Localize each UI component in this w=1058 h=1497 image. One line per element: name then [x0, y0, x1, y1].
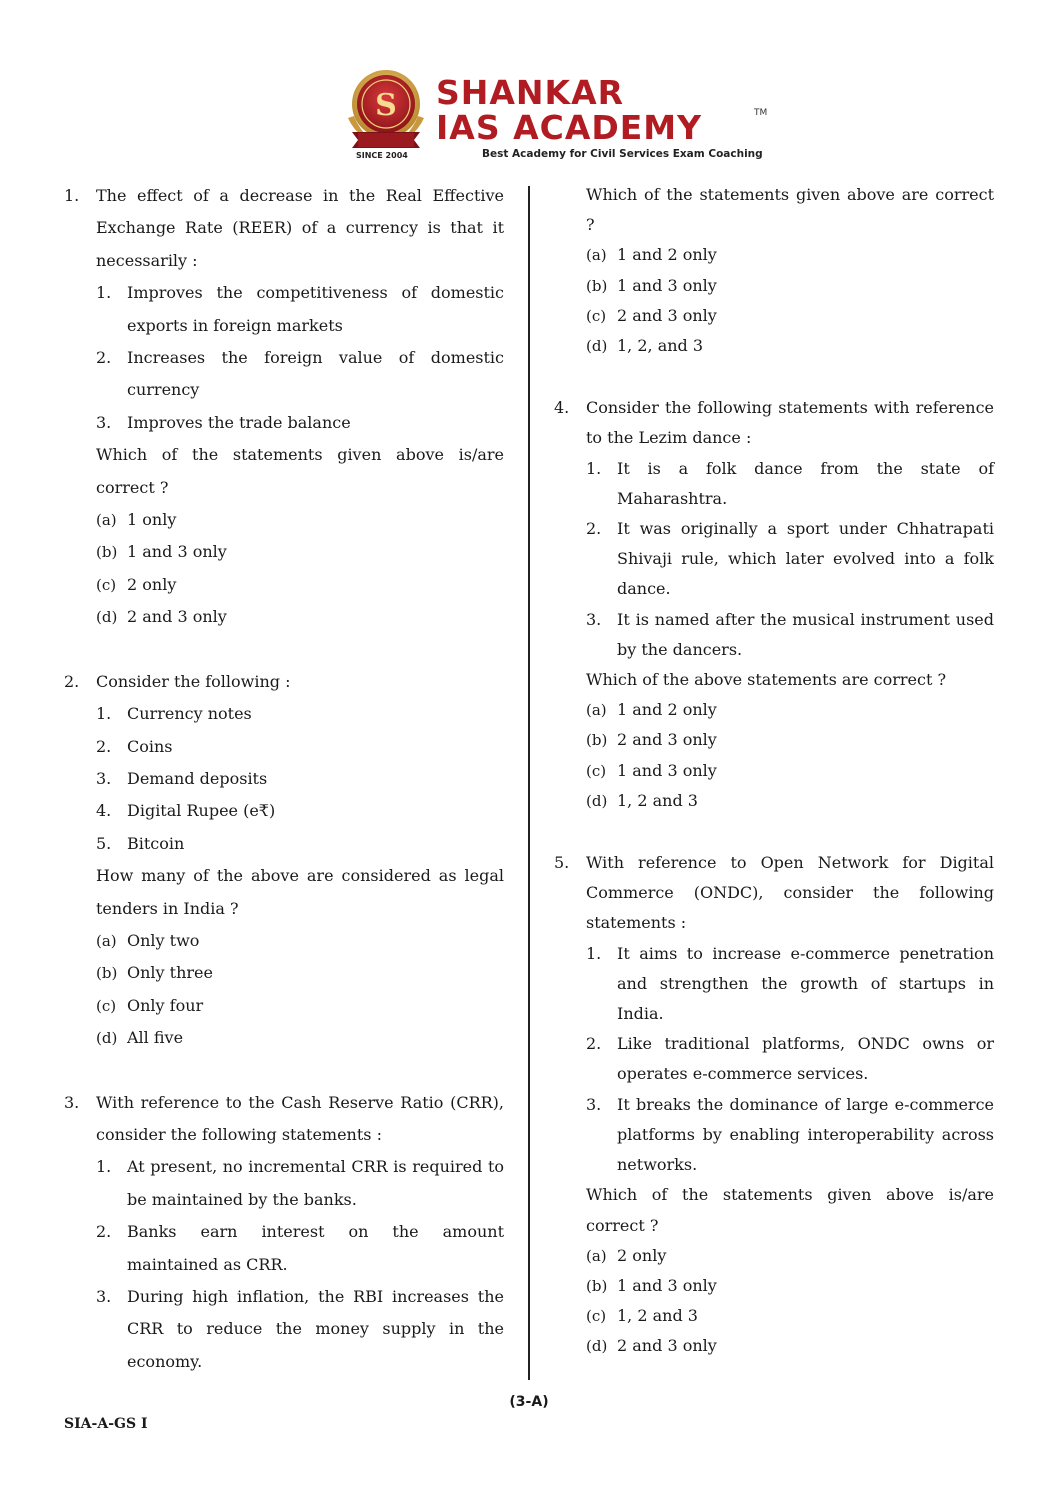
- option-text: 1 and 2 only: [617, 245, 717, 265]
- option[interactable]: [586, 756, 994, 786]
- statement-text: It is a folk dance from the state of Maharashtra.: [617, 458, 994, 508]
- option-letter: (a): [586, 701, 607, 720]
- question-lead: Which of the statements given above is/are correct ?: [96, 445, 504, 497]
- option-letter: (d): [96, 1029, 118, 1048]
- question-text: The effect of a decrease in the Real Effective Exchange Rate (REER) of a currency is that it necessarily :: [96, 186, 504, 270]
- option-letter: (b): [96, 964, 118, 983]
- statement-text: Improves the trade balance: [127, 412, 351, 432]
- option[interactable]: [96, 990, 504, 1022]
- statement-number: 2.: [96, 736, 112, 756]
- option-text: 1 and 3 only: [617, 275, 717, 295]
- option-text: 1 only: [127, 510, 177, 530]
- option[interactable]: [96, 957, 504, 989]
- statement-number: 1.: [96, 1157, 112, 1177]
- statement-number: 1.: [586, 458, 602, 478]
- statement-text: It breaks the dominance of large e-commerce platforms by enabling interoperability across networks.: [617, 1094, 994, 1175]
- option[interactable]: [96, 1022, 504, 1054]
- option[interactable]: [586, 301, 994, 331]
- statement-number: 3.: [586, 1094, 602, 1114]
- trademark-mark: TM: [754, 108, 768, 118]
- option-letter: (a): [586, 246, 607, 265]
- question-3: [64, 1087, 504, 1379]
- question-lead: How many of the above are considered as legal tenders in India ?: [96, 866, 504, 918]
- statement-number: 4.: [96, 801, 112, 821]
- option[interactable]: [586, 725, 994, 755]
- option-text: 1, 2, and 3: [617, 336, 704, 356]
- option-text: 2 and 3 only: [617, 305, 717, 325]
- option-text: 1 and 3 only: [127, 542, 227, 562]
- statement: [96, 763, 504, 795]
- statement: [586, 605, 994, 665]
- statement-text: Demand deposits: [127, 768, 268, 788]
- svg-text:S: S: [375, 88, 397, 123]
- option[interactable]: [96, 925, 504, 957]
- statement-number: 1.: [586, 943, 602, 963]
- option[interactable]: [586, 331, 994, 361]
- option-letter: (b): [586, 731, 608, 750]
- since-label: SINCE 2004: [356, 151, 408, 160]
- option-text: 1 and 2 only: [617, 700, 717, 720]
- option-letter: (b): [96, 543, 118, 562]
- option[interactable]: [586, 1271, 994, 1301]
- question-5: [554, 848, 994, 1361]
- option[interactable]: [96, 504, 504, 536]
- question-1: [64, 180, 504, 634]
- statement-number: 2.: [96, 1222, 112, 1242]
- question-number: 5.: [554, 853, 570, 873]
- option-text: 2 and 3 only: [617, 1336, 717, 1356]
- statement: [96, 1281, 504, 1378]
- question-2: [64, 666, 504, 1055]
- option-text: 1 and 3 only: [617, 1275, 717, 1295]
- option[interactable]: [96, 536, 504, 568]
- statement-text: It is named after the musical instrument used by the dancers.: [617, 609, 994, 659]
- option[interactable]: [586, 695, 994, 725]
- option-text: Only four: [127, 995, 204, 1015]
- option-letter: (a): [96, 511, 117, 530]
- brand-name-line2: IAS ACADEMY: [436, 108, 703, 147]
- statement-text: Digital Rupee (e₹): [127, 801, 276, 821]
- statement-number: 3.: [586, 609, 602, 629]
- statement: [96, 342, 504, 407]
- statement-text: Currency notes: [127, 704, 252, 724]
- statement: [96, 1151, 504, 1216]
- statement: [96, 1216, 504, 1281]
- statement-text: At present, no incremental CRR is required to be maintained by the banks.: [127, 1157, 504, 1209]
- option-letter: (d): [96, 608, 118, 627]
- option[interactable]: [96, 601, 504, 633]
- option-letter: (d): [586, 337, 608, 356]
- option-letter: (d): [586, 1337, 608, 1356]
- option[interactable]: [96, 569, 504, 601]
- academy-seal-icon: [342, 66, 430, 158]
- option-text: 1, 2 and 3: [617, 790, 698, 810]
- statement-number: 2.: [96, 348, 112, 368]
- option-text: 2 only: [127, 574, 177, 594]
- statement-number: 2.: [586, 519, 602, 539]
- option-text: 2 and 3 only: [127, 607, 227, 627]
- statement: [586, 514, 994, 605]
- option-text: 1 and 3 only: [617, 760, 717, 780]
- question-4: [554, 393, 994, 816]
- option-text: 2 only: [617, 1245, 667, 1265]
- statement-text: It aims to increase e-commerce penetration and strengthen the growth of startups in India.: [617, 943, 994, 1024]
- statement-number: 2.: [586, 1034, 602, 1054]
- statement-text: Improves the competitiveness of domestic exports in foreign markets: [127, 283, 504, 335]
- option-text: 2 and 3 only: [617, 730, 717, 750]
- statement-number: 5.: [96, 833, 112, 853]
- statement: [96, 731, 504, 763]
- statement: [96, 698, 504, 730]
- option-letter: (b): [586, 276, 608, 295]
- question-text: With reference to the Cash Reserve Ratio (CRR), consider the following statements :: [96, 1092, 504, 1144]
- option[interactable]: [586, 786, 994, 816]
- option-letter: (c): [96, 996, 117, 1015]
- statement-number: 1.: [96, 283, 112, 303]
- statement-text: Banks earn interest on the amount maintained as CRR.: [127, 1222, 504, 1274]
- statement: [586, 1090, 994, 1181]
- question-3-continued: [554, 180, 994, 361]
- option[interactable]: [586, 240, 994, 270]
- question-number: 3.: [64, 1092, 80, 1112]
- statement-text: Coins: [127, 736, 173, 756]
- statement: [96, 277, 504, 342]
- statement-text: During high inflation, the RBI increases the CRR to reduce the money supply in the economy.: [127, 1287, 504, 1371]
- statement-number: 3.: [96, 768, 112, 788]
- option[interactable]: [586, 1331, 994, 1361]
- option-letter: (c): [586, 761, 607, 780]
- statement: [96, 828, 504, 860]
- option[interactable]: [586, 271, 994, 301]
- question-text: Consider the following :: [96, 671, 291, 691]
- option-letter: (c): [586, 1307, 607, 1326]
- statement: [586, 939, 994, 1030]
- option-text: Only two: [127, 930, 200, 950]
- question-number: 4.: [554, 398, 570, 418]
- header-logo: [330, 62, 770, 166]
- column-divider: [528, 186, 530, 1380]
- option[interactable]: [586, 1301, 994, 1331]
- option-letter: (a): [96, 931, 117, 950]
- brand-tagline: Best Academy for Civil Services Exam Coaching: [482, 148, 763, 160]
- option[interactable]: [586, 1241, 994, 1271]
- statement-text: Increases the foreign value of domestic currency: [127, 348, 504, 400]
- statement: [586, 1029, 994, 1089]
- statement: [96, 795, 504, 827]
- option-letter: (a): [586, 1246, 607, 1265]
- option-text: 1, 2 and 3: [617, 1306, 698, 1326]
- brand-name-line1: SHANKAR: [436, 73, 625, 112]
- question-number: 1.: [64, 186, 80, 205]
- statement-number: 1.: [96, 704, 112, 724]
- statement-text: Like traditional platforms, ONDC owns or operates e-commerce services.: [617, 1034, 994, 1084]
- page-number: (3-A): [509, 1394, 549, 1410]
- option-letter: (c): [96, 575, 117, 594]
- statement-number: 3.: [96, 412, 112, 432]
- left-column: [64, 180, 504, 1378]
- paper-code: SIA-A-GS I: [64, 1416, 148, 1432]
- option-text: Only three: [127, 963, 213, 983]
- option-letter: (b): [586, 1276, 608, 1295]
- statement-number: 3.: [96, 1287, 112, 1306]
- question-text: Consider the following statements with reference to the Lezim dance :: [586, 398, 994, 448]
- statement: [586, 454, 994, 514]
- statement-text: It was originally a sport under Chhatrapati Shivaji rule, which later evolved into a folk dance.: [617, 519, 994, 599]
- question-text: With reference to Open Network for Digital Commerce (ONDC), consider the following statements :: [586, 853, 994, 933]
- question-lead: Which of the statements given above is/are correct ?: [586, 1185, 994, 1235]
- option-letter: (d): [586, 791, 608, 810]
- statement: [96, 407, 504, 439]
- question-lead: Which of the above statements are correct ?: [586, 670, 947, 690]
- right-column: [554, 180, 994, 1362]
- option-letter: (c): [586, 306, 607, 325]
- statement-text: Bitcoin: [127, 833, 185, 853]
- question-lead: Which of the statements given above are correct ?: [586, 185, 994, 235]
- option-text: All five: [127, 1028, 184, 1048]
- question-number: 2.: [64, 671, 80, 691]
